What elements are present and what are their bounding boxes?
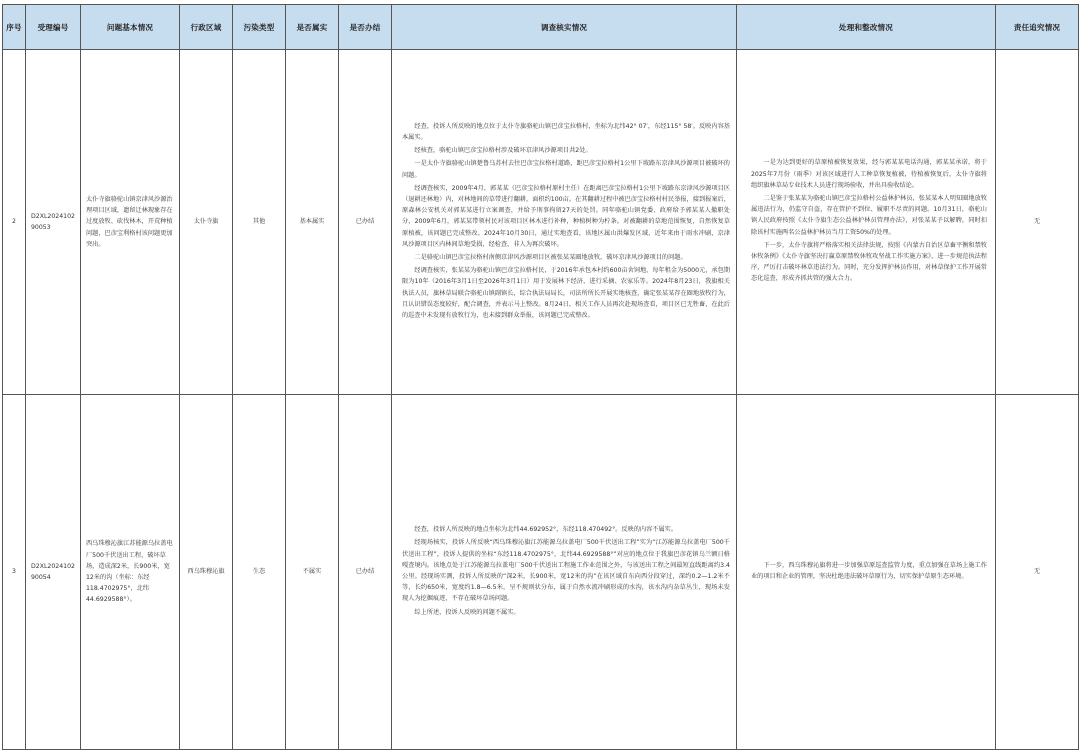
cell-closed: 已办结 xyxy=(339,50,392,395)
handling-paragraph: 下一步，太仆寺旗将严格落实相关法律法规，按照《内蒙古自治区草畜平衡和禁牧休牧条例》《太仆寺旗坚决打赢草原禁牧休牧攻坚战工作实施方案》，进一步规范执法程序，严厉打击破坏林草违法行为。同时，充分发挥护林员作用，对林草保护工作开展常态化巡查，形成齐抓共管的强大合力。 xyxy=(751,241,987,283)
investigation-paragraph: 二是骆驼山镇巴彦宝拉格村南侧京津风沙源项目区被张某某圈地放牧，破坏京津风沙源项目的问题。 xyxy=(414,254,687,261)
header-region: 行政区域 xyxy=(180,5,233,50)
cell-region: 太仆寺旗 xyxy=(180,50,233,395)
cell-handling xyxy=(737,395,996,750)
investigation-paragraph: 综上所述，投诉人反映的问题不属实。 xyxy=(414,608,520,616)
cell-accountability: 无 xyxy=(996,50,1079,395)
table-row xyxy=(3,50,1079,395)
investigation-paragraph: 经查，投诉人所反映的地点坐标为北纬44.692952°，东经118.470492°。反映的内容不属实。 xyxy=(414,526,678,534)
investigation-paragraph: 一是太仆寺旗骆驼山镇楚鲁乌苏村去往巴彦宝拉格村道路，距巴彦宝拉格村1公里下坡路东京津风沙源项目被破坏的问题。 xyxy=(402,160,730,179)
cell-case-no: D2XL2024102 90054 xyxy=(26,395,81,750)
cell-accountability: 无 xyxy=(996,395,1079,750)
header-case-no: 受理编号 xyxy=(26,5,81,50)
complaint-table xyxy=(2,4,1079,750)
header-problem: 问题基本情况 xyxy=(81,5,180,50)
header-investigation: 调查核实情况 xyxy=(392,5,737,50)
header-verified: 是否属实 xyxy=(286,5,339,50)
handling-paragraph: 下一步，西乌珠穆沁旗将进一步加强草原巡查监管力度，重点加强在草场上施工作业的项目和企业的管理，坚决杜绝违法破坏草原行为，切实保护草原生态环境。 xyxy=(751,561,987,580)
cell-case-no: D2XL2024102 90053 xyxy=(26,50,81,395)
cell-index: 3 xyxy=(3,395,26,750)
header-row xyxy=(3,5,1079,50)
cell-pollution: 其他 xyxy=(233,50,286,395)
handling-paragraph: 二是鉴于张某某为骆驼山镇巴彦宝拉格村公益林护林员，张某某本人明知圈地放牧属违法行为，仍监守自盗，存在管护不到位、履职不尽责的问题。10月31日，骆驼山镇人民政府按照《太仆寺旗生态公益林护林员管理办法》，对张某某予以解聘，同时扣除该村实施两名公益林护林员当月工资50%的处理。 xyxy=(751,194,987,236)
handling-paragraph: 一是为达到更好的草原植被恢复效果，经与郭某某电话沟通，郭某某承诺，将于2025年7月份（雨季）对该区域进行人工种草恢复植被，待植被恢复后，太仆寺旗将组织旗林草局专业技术人员进行现场验收，并出具验收结论。 xyxy=(751,159,987,189)
header-index: 序号 xyxy=(3,5,26,50)
cell-problem: 西乌珠穆沁旗江苏能源乌拉盖电厂500千伏送出工程，破坏草场，造成深2米，长900米，宽12米的沟（坐标：东经118.4702975°，北纬44.6929588°）。 xyxy=(81,395,180,750)
cell-investigation xyxy=(392,395,737,750)
cell-handling xyxy=(737,50,996,395)
header-accountability: 责任追究情况 xyxy=(996,5,1079,50)
investigation-paragraph: 经调查核实，张某某为骆驼山镇巴彦宝拉格村民，于2016年承包本村约600亩舍饲地，每年租金为5000元，承包期限为10年（2016年3月1日至2026年3月1日）用于发展林下经济，进行采摘、农家乐等。2024年8月23日，我旗相关执法人员，旗林草局联合骆驼山镇副镇长，综合执法局局长，司法所所长开展实地核查，确定张某某存在圈地放牧行为，且认识错误态度较好，配合调查，并表示马上整改。8月24日，相关工作人员再次赴现场查看，项目区已无牲畜，在此后的巡查中未发现有放牧行为，也未接到群众举报，该问题已完成整改。 xyxy=(402,267,730,320)
investigation-paragraph: 经现场核实，投诉人所反映“西乌珠穆沁旗江苏能源乌拉盖电厂500千伏送出工程”实为“江苏能源乌拉盖电厂500千伏送出工程”，投诉人提供的坐标“东经118.4702975°，北纬44.6929588°”对应的地点位于我旗巴彦花镇乌兰额日格嘎查境内。该地点处于江苏能源乌拉盖电厂500千伏送出工程施工作业范围之外，与该送出工程之间最短直线距离约3.4公里。经现场实测，投诉人所反映的“深2米，长900米，宽12米的沟”在该区域自东向西分段穿过，深约0.2—1.2米不等，长约650米，宽度约1.8—6.5米，呈不规则状分布，属于自然水流冲刷形成的水沟，该水沟内杂草丛生，现场未发现人为挖掘痕迹，不存在破坏草场问题。 xyxy=(402,539,730,603)
investigation-paragraph: 经核查，骆驼山镇巴彦宝拉格村涉及破坏京津风沙源项目共2处。 xyxy=(414,147,592,155)
cell-closed: 已办结 xyxy=(339,395,392,750)
cell-index: 2 xyxy=(3,50,26,395)
cell-problem: 太仆寺旗骆驼山镇京津风沙源治理项目区域，遗留迁林现象存在过度放牧、砍伐林木，开荒种植问题，巴彦宝利格村该问题更加突出。 xyxy=(81,50,180,395)
cell-verified: 不属实 xyxy=(286,395,339,750)
table-row xyxy=(3,395,1079,750)
investigation-paragraph: 经查，投诉人所反映的地点位于太仆寺旗骆驼山镇巴彦宝拉格村，坐标为北纬42° 07′，东经115° 58′。反映内容基本属实。 xyxy=(402,122,730,141)
header-closed: 是否办结 xyxy=(339,5,392,50)
cell-pollution: 生态 xyxy=(233,395,286,750)
cell-investigation xyxy=(392,50,737,395)
investigation-paragraph: 经调查核实，2009年4月，郭某某（巴彦宝拉格村原村主任）在距离巴彦宝拉格村1公里下坡路东京津风沙源项目区（退耕还林地）内，对林地间的草带进行翻耕，面积约100亩。在其翻耕过程中被巴彦宝拉格村村民举报，接到报案后，原森林公安机关对郭某某进行立案调查，并给予刑事拘留27天的处罚。同年骆驼山镇党委、政府给予郭某某人撤职处分，2009年6月，郭某某带领村民对该项目区林木进行补种，种植树种为柠条。对被翻耕的草地范围恢复，自然恢复草原植被，该问题已完成整改。2024年10月30日，通过实地查看，该地区属山洪爆发区域，近年来由于雨水冲刷，京津风沙源项目区内林间草地受损，经检查，非人为再次破坏。 xyxy=(402,184,730,248)
header-pollution: 污染类型 xyxy=(233,5,286,50)
cell-verified: 基本属实 xyxy=(286,50,339,395)
cell-region: 西乌珠穆沁旗 xyxy=(180,395,233,750)
header-handling: 处理和整改情况 xyxy=(737,5,996,50)
